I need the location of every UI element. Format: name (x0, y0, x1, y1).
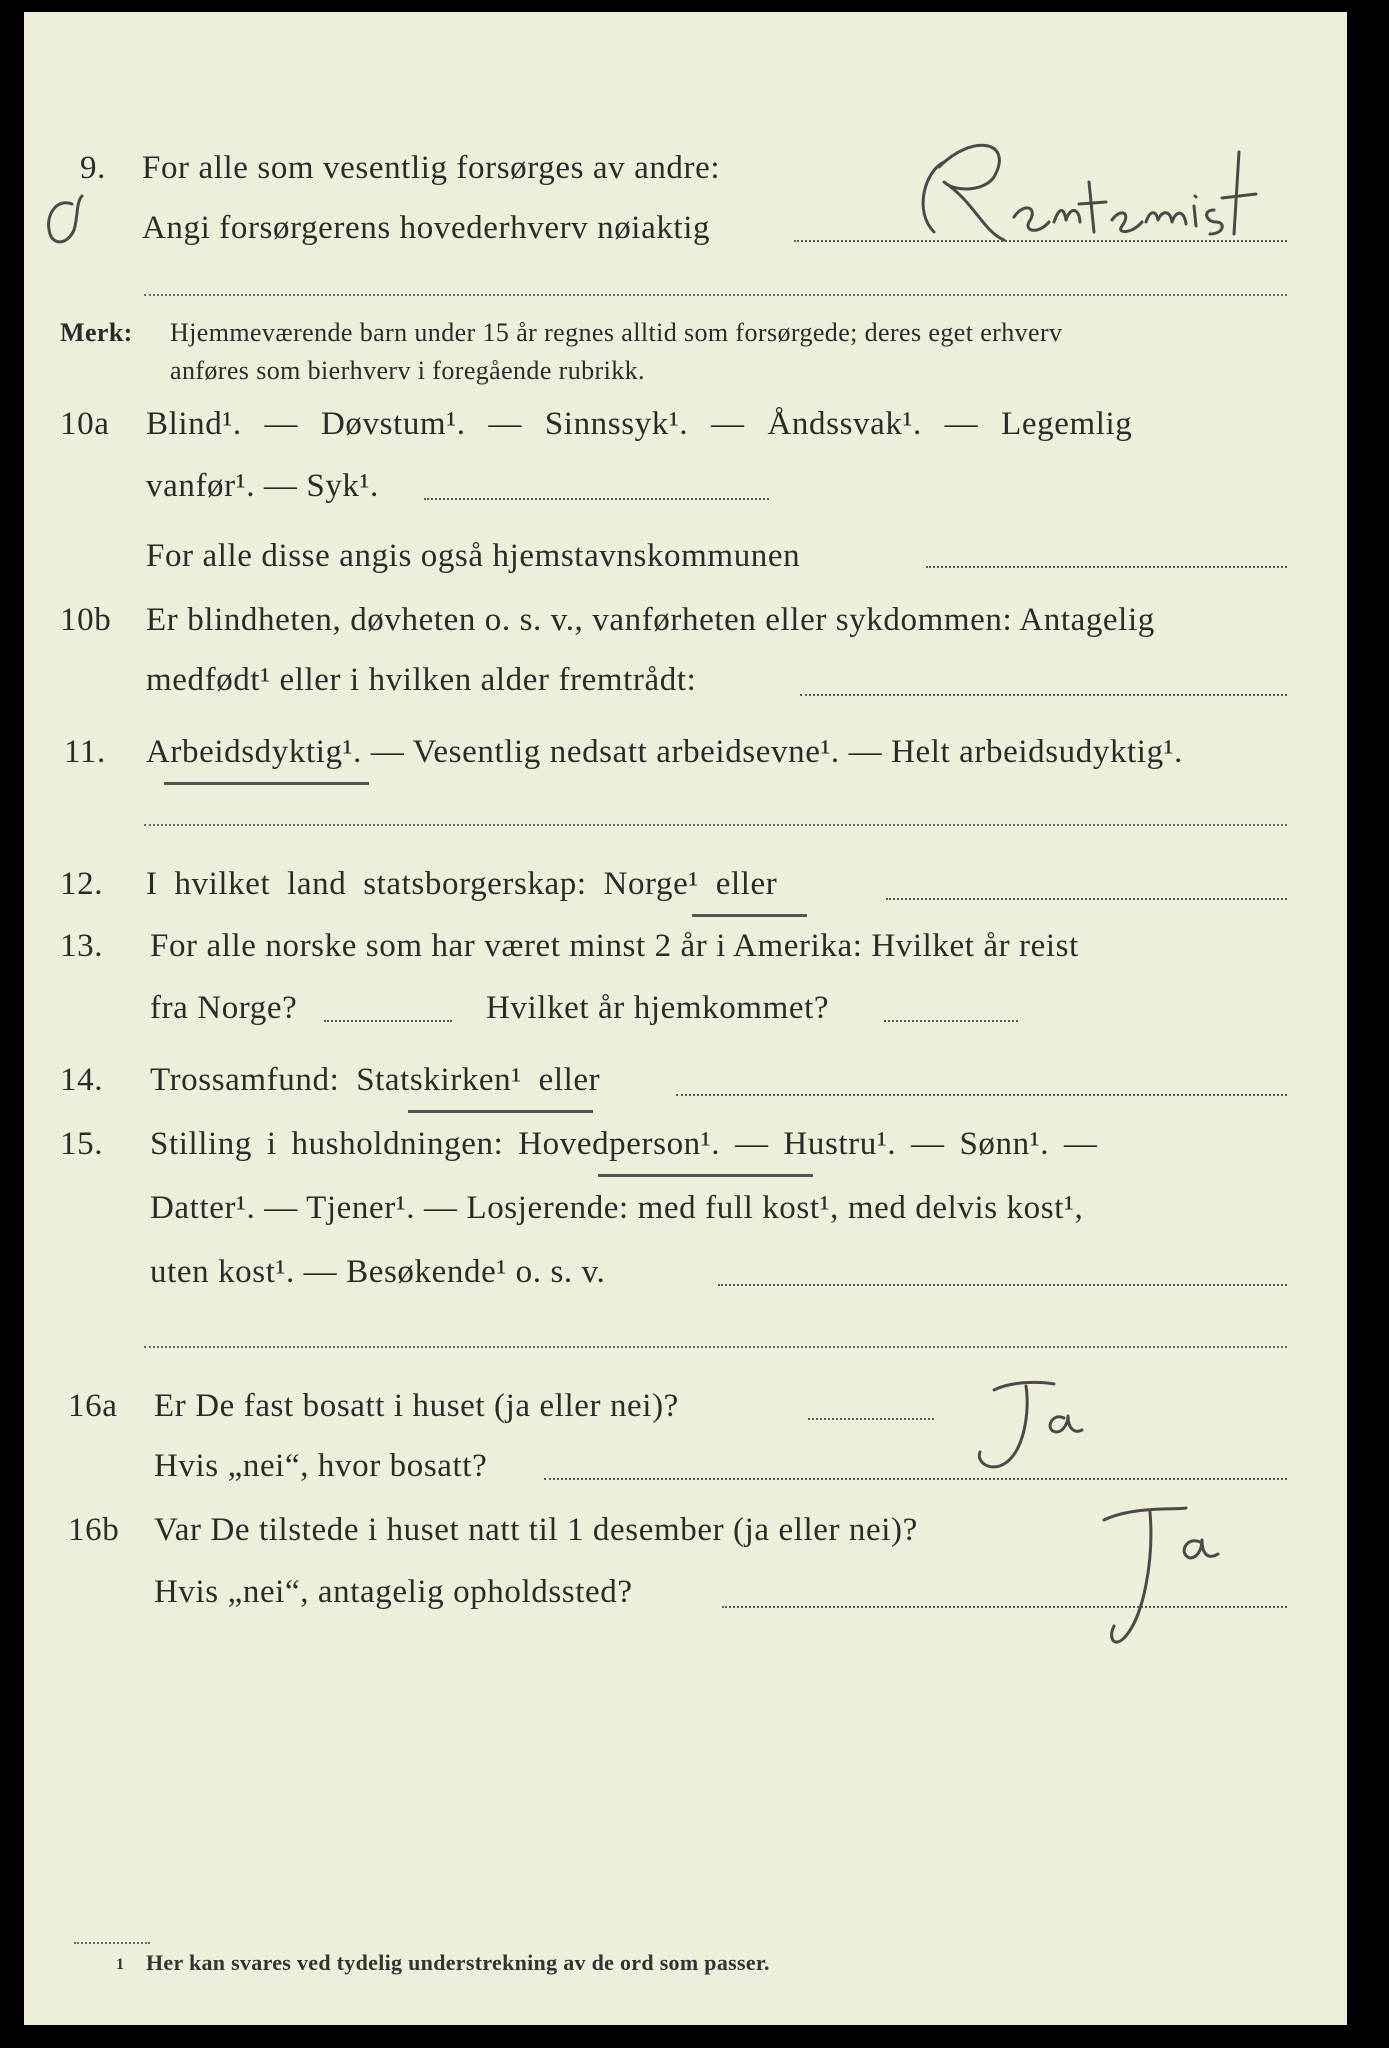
q16a-line1: Er De fast bosatt i huset (ja eller nei)? (154, 1388, 679, 1424)
q10b-line1: Er blindheten, døvheten o. s. v., vanførheten eller sykdommen: Antagelig (146, 602, 1155, 638)
q9-line2: Angi forsørgerens hovederhverv nøiaktig (142, 210, 711, 246)
q11-extra-line (144, 824, 1287, 826)
q15-line2: Datter¹. — Tjener¹. — Losjerende: med full kost¹, med delvis kost¹, (150, 1190, 1084, 1226)
q16b-answer-handwriting (1074, 1488, 1224, 1658)
q14-answer-underline (408, 1110, 593, 1113)
footnote-text: Her kan svares ved tydelig understrekning av de ord som passer. (146, 1950, 770, 1975)
q12-answer-line (886, 898, 1287, 900)
q13-line1: For alle norske som har været minst 2 år i Amerika: Hvilket år reist (150, 928, 1079, 964)
q10a-line2: vanfør¹. — Syk¹. (146, 468, 379, 504)
q15-answer-underline (598, 1174, 813, 1177)
q15-line3: uten kost¹. — Besøkende¹ o. s. v. (150, 1254, 606, 1290)
q9-extra-line (144, 294, 1287, 296)
q11-answer-underline (164, 782, 369, 785)
q16a-number: 16a (68, 1388, 118, 1424)
q14-number: 14. (60, 1062, 104, 1098)
q16b-line2: Hvis „nei“, antagelig opholdssted? (154, 1574, 633, 1610)
q10b-line2: medfødt¹ eller i hvilken alder fremtrådt: (146, 662, 697, 698)
q10a-answer-line (424, 498, 769, 500)
q10a-number: 10a (60, 406, 110, 442)
q15-extra-line (144, 1346, 1287, 1348)
q13-reist-line (324, 1020, 452, 1022)
q10a-hjemstavn-line (926, 566, 1287, 568)
q10a-line3: For alle disse angis også hjemstavnskommunen (146, 538, 801, 574)
footnote-divider (74, 1942, 150, 1944)
q10b-answer-line (800, 694, 1287, 696)
q11-line1: Arbeidsdyktig¹. — Vesentlig nedsatt arbeidsevne¹. — Helt arbeidsudyktig¹. (146, 734, 1184, 770)
q15-number: 15. (60, 1126, 104, 1162)
q10a-line1: Blind¹. — Døvstum¹. — Sinnssyk¹. — Åndssvak¹. — Legemlig (146, 406, 1133, 442)
q16a-line2: Hvis „nei“, hvor bosatt? (154, 1448, 488, 1484)
margin-mark-handwriting (38, 192, 98, 262)
footnote-mark: 1 (116, 1956, 125, 1973)
q14-answer-line (676, 1094, 1287, 1096)
q13-hjemkommet-line (884, 1020, 1018, 1022)
q13-line2b: Hvilket år hjemkommet? (486, 990, 830, 1026)
q16b-number: 16b (68, 1512, 120, 1548)
q12-answer-underline (692, 914, 807, 917)
q16b-line1: Var De tilstede i huset natt til 1 desember (ja eller nei)? (154, 1512, 918, 1548)
q14-line1: Trossamfund: Statskirken¹ eller (150, 1062, 601, 1098)
q16a-answer-handwriting (964, 1372, 1104, 1482)
census-form-page (24, 12, 1347, 2025)
q16a-answer-line (808, 1418, 934, 1420)
q9-answer-handwriting (884, 122, 1304, 272)
q15-line1: Stilling i husholdningen: Hovedperson¹. — Hustru¹. — Sønn¹. — (150, 1126, 1098, 1162)
q16a-bosatt-line (544, 1478, 1287, 1480)
merk-line2: anføres som bierhverv i foregående rubrikk. (170, 356, 645, 385)
q12-line1: I hvilket land statsborgerskap: Norge¹ eller (146, 866, 778, 902)
q13-number: 13. (60, 928, 104, 964)
merk-line1: Hjemmeværende barn under 15 år regnes alltid som forsørgede; deres eget erhverv (170, 318, 1063, 347)
q15-answer-line (718, 1284, 1287, 1286)
q12-number: 12. (60, 866, 104, 902)
q9-line1: For alle som vesentlig forsørges av andre: (142, 150, 721, 186)
merk-label: Merk: (60, 318, 133, 347)
q9-number: 9. (80, 150, 106, 186)
q11-number: 11. (64, 734, 106, 770)
q13-line2a: fra Norge? (150, 990, 298, 1026)
q10b-number: 10b (60, 602, 112, 638)
